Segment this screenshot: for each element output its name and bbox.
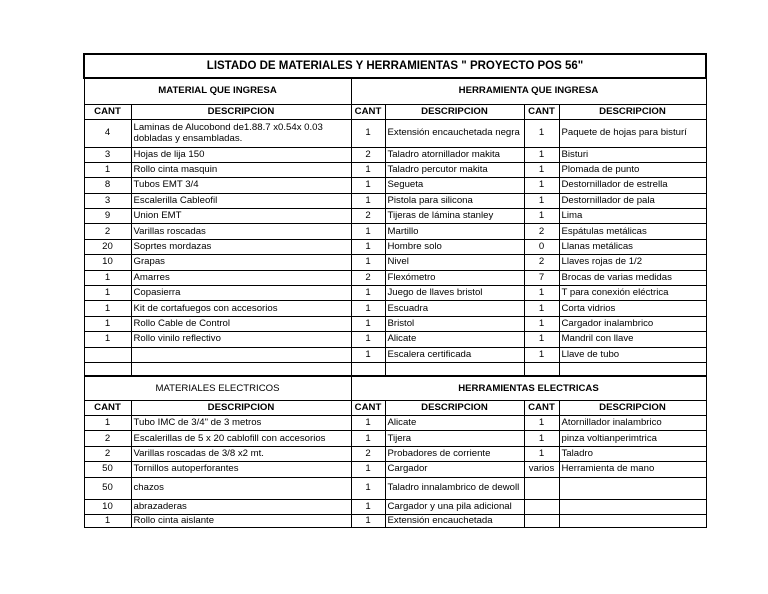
quantity-cell	[84, 362, 131, 376]
cant-header: CANT	[84, 400, 131, 415]
description-cell	[559, 477, 706, 499]
description-cell	[559, 362, 706, 376]
description-cell	[559, 514, 706, 527]
quantity-cell: 1	[524, 147, 559, 162]
quantity-cell	[524, 499, 559, 514]
description-cell: Taladro innalambrico de dewoll	[385, 477, 524, 499]
quantity-cell: 1	[84, 514, 131, 527]
quantity-cell: 1	[351, 178, 385, 193]
description-cell: Varillas roscadas	[131, 224, 351, 239]
descripcion-header: DESCRIPCION	[131, 400, 351, 415]
cant-header: CANT	[524, 400, 559, 415]
description-cell: Tijeras de lámina stanley	[385, 209, 524, 224]
descripcion-header: DESCRIPCION	[559, 400, 706, 415]
quantity-cell: 10	[84, 255, 131, 270]
section-material: MATERIAL QUE INGRESA	[84, 78, 351, 104]
column-header-row	[84, 400, 706, 415]
quantity-cell: 1	[351, 119, 385, 147]
description-cell: pinza voltianperimtrica	[559, 431, 706, 446]
quantity-cell: 1	[84, 270, 131, 285]
quantity-cell: 10	[84, 499, 131, 514]
description-cell: chazos	[131, 477, 351, 499]
description-cell: Tubo IMC de 3/4" de 3 metros	[131, 415, 351, 430]
quantity-cell: 1	[524, 301, 559, 316]
table-row	[84, 193, 706, 208]
description-cell: Llave de tubo	[559, 347, 706, 362]
descripcion-header: DESCRIPCION	[385, 400, 524, 415]
description-cell: Herramienta de mano	[559, 462, 706, 477]
page-title: LISTADO DE MATERIALES Y HERRAMIENTAS " PROYECTO POS 56"	[84, 54, 706, 78]
descripcion-header: DESCRIPCION	[559, 104, 706, 119]
quantity-cell: 1	[351, 332, 385, 347]
quantity-cell: 1	[84, 415, 131, 430]
table-row	[84, 514, 706, 527]
quantity-cell: 1	[524, 119, 559, 147]
quantity-cell: 1	[84, 301, 131, 316]
description-cell: Kit de cortafuegos con accesorios	[131, 301, 351, 316]
table-row	[84, 178, 706, 193]
quantity-cell: 3	[84, 193, 131, 208]
table-row	[84, 431, 706, 446]
description-cell: Segueta	[385, 178, 524, 193]
quantity-cell: varios	[524, 462, 559, 477]
description-cell: Extensión encauchetada	[385, 514, 524, 527]
quantity-cell: 1	[351, 499, 385, 514]
description-cell: T para conexión eléctrica	[559, 286, 706, 301]
description-cell: Escuadra	[385, 301, 524, 316]
description-cell: Destornillador de pala	[559, 193, 706, 208]
description-cell: Soprtes mordazas	[131, 239, 351, 254]
description-cell: Cargador	[385, 462, 524, 477]
cant-header: CANT	[524, 104, 559, 119]
description-cell: Paquete de hojas para bisturí	[559, 119, 706, 147]
quantity-cell: 1	[524, 178, 559, 193]
column-header-row	[84, 104, 706, 119]
quantity-cell: 1	[524, 209, 559, 224]
description-cell: Mandril con llave	[559, 332, 706, 347]
table-row	[84, 477, 706, 499]
quantity-cell: 1	[524, 316, 559, 331]
description-cell: Alicate	[385, 415, 524, 430]
description-cell: Varillas roscadas de 3/8 x2 mt.	[131, 446, 351, 461]
quantity-cell: 50	[84, 462, 131, 477]
description-cell: Copasierra	[131, 286, 351, 301]
table-row	[84, 239, 706, 254]
quantity-cell: 2	[351, 270, 385, 285]
quantity-cell	[351, 362, 385, 376]
quantity-cell: 1	[524, 446, 559, 461]
descripcion-header: DESCRIPCION	[385, 104, 524, 119]
description-cell: Rollo cinta masquin	[131, 162, 351, 177]
quantity-cell: 2	[84, 431, 131, 446]
description-cell: Espátulas metálicas	[559, 224, 706, 239]
description-cell: Rollo cinta aislante	[131, 514, 351, 527]
quantity-cell: 2	[351, 446, 385, 461]
description-cell: Escalera certificada	[385, 347, 524, 362]
description-cell: Taladro atornillador makita	[385, 147, 524, 162]
table-row	[84, 224, 706, 239]
description-cell: Tornillos autoperforantes	[131, 462, 351, 477]
quantity-cell: 3	[84, 147, 131, 162]
description-cell: Martillo	[385, 224, 524, 239]
description-cell: Flexómetro	[385, 270, 524, 285]
description-cell: Juego de llaves bristol	[385, 286, 524, 301]
table-row	[84, 301, 706, 316]
quantity-cell: 20	[84, 239, 131, 254]
description-cell: Plomada de punto	[559, 162, 706, 177]
quantity-cell: 50	[84, 477, 131, 499]
description-cell: Tubos EMT 3/4	[131, 178, 351, 193]
description-cell: Bisturi	[559, 147, 706, 162]
description-cell	[131, 347, 351, 362]
description-cell: abrazaderas	[131, 499, 351, 514]
quantity-cell: 1	[351, 514, 385, 527]
description-cell: Cargador inalambrico	[559, 316, 706, 331]
quantity-cell: 2	[351, 147, 385, 162]
quantity-cell	[524, 362, 559, 376]
quantity-cell: 1	[351, 162, 385, 177]
description-cell: Corta vidrios	[559, 301, 706, 316]
quantity-cell: 1	[84, 286, 131, 301]
quantity-cell: 2	[351, 209, 385, 224]
description-cell: Union EMT	[131, 209, 351, 224]
materials-sheet	[83, 53, 707, 528]
description-cell: Llaves rojas de 1/2	[559, 255, 706, 270]
descripcion-header: DESCRIPCION	[131, 104, 351, 119]
description-cell: Nivel	[385, 255, 524, 270]
description-cell: Atornillador inalambrico	[559, 415, 706, 430]
quantity-cell: 1	[351, 431, 385, 446]
description-cell: Destornillador de estrella	[559, 178, 706, 193]
description-cell	[131, 362, 351, 376]
quantity-cell	[524, 477, 559, 499]
description-cell: Brocas de varias medidas	[559, 270, 706, 285]
quantity-cell: 1	[351, 301, 385, 316]
quantity-cell: 1	[351, 224, 385, 239]
table-row	[84, 147, 706, 162]
quantity-cell: 1	[524, 193, 559, 208]
table-row	[84, 415, 706, 430]
quantity-cell: 1	[351, 462, 385, 477]
quantity-cell	[524, 514, 559, 527]
description-cell: Amarres	[131, 270, 351, 285]
table-row	[84, 362, 706, 376]
description-cell: Rollo vinilo reflectivo	[131, 332, 351, 347]
section-materiales-electricos: MATERIALES ELECTRICOS	[84, 376, 351, 400]
description-cell: Lima	[559, 209, 706, 224]
quantity-cell: 1	[351, 255, 385, 270]
cant-header: CANT	[351, 400, 385, 415]
description-cell: Escalerillas de 5 x 20 cablofill con accesorios	[131, 431, 351, 446]
quantity-cell	[84, 347, 131, 362]
description-cell: Hombre solo	[385, 239, 524, 254]
quantity-cell: 8	[84, 178, 131, 193]
cant-header: CANT	[351, 104, 385, 119]
description-cell: Cargador y una pila adicional	[385, 499, 524, 514]
description-cell: Hojas de lija 150	[131, 147, 351, 162]
description-cell: Rollo Cable de Control	[131, 316, 351, 331]
section-herramientas-electricas: HERRAMIENTAS ELECTRICAS	[351, 376, 706, 400]
quantity-cell: 1	[524, 415, 559, 430]
quantity-cell: 1	[351, 239, 385, 254]
description-cell: Alicate	[385, 332, 524, 347]
quantity-cell: 1	[351, 316, 385, 331]
quantity-cell: 1	[84, 162, 131, 177]
quantity-cell: 1	[524, 286, 559, 301]
quantity-cell: 1	[351, 347, 385, 362]
quantity-cell: 2	[84, 446, 131, 461]
table-row	[84, 162, 706, 177]
description-cell: Taladro	[559, 446, 706, 461]
title-row	[84, 54, 706, 78]
section-herramienta: HERRAMIENTA QUE INGRESA	[351, 78, 706, 104]
quantity-cell: 1	[84, 332, 131, 347]
quantity-cell: 1	[351, 286, 385, 301]
description-cell: Llanas metálicas	[559, 239, 706, 254]
quantity-cell: 1	[524, 162, 559, 177]
table-row	[84, 462, 706, 477]
description-cell	[559, 499, 706, 514]
quantity-cell: 9	[84, 209, 131, 224]
description-cell: Grapas	[131, 255, 351, 270]
quantity-cell: 1	[351, 477, 385, 499]
description-cell: Taladro percutor makita	[385, 162, 524, 177]
quantity-cell: 1	[524, 431, 559, 446]
quantity-cell: 1	[524, 332, 559, 347]
quantity-cell: 2	[524, 255, 559, 270]
quantity-cell: 1	[84, 316, 131, 331]
quantity-cell: 0	[524, 239, 559, 254]
description-cell: Escalerilla Cableofil	[131, 193, 351, 208]
description-cell: Tijera	[385, 431, 524, 446]
table-row	[84, 270, 706, 285]
table-row	[84, 347, 706, 362]
table-row	[84, 499, 706, 514]
description-cell: Extensión encauchetada negra	[385, 119, 524, 147]
table-row	[84, 119, 706, 147]
description-cell: Laminas de Alucobond de1.88.7 x0.54x 0.03 dobladas y ensambladas.	[131, 119, 351, 147]
section-header-row	[84, 376, 706, 400]
table-row	[84, 446, 706, 461]
quantity-cell: 2	[524, 224, 559, 239]
quantity-cell: 1	[351, 193, 385, 208]
table-row	[84, 286, 706, 301]
section-header-row	[84, 78, 706, 104]
table-row	[84, 332, 706, 347]
description-cell	[385, 362, 524, 376]
quantity-cell: 1	[351, 415, 385, 430]
description-cell: Probadores de corriente	[385, 446, 524, 461]
description-cell: Pistola para silicona	[385, 193, 524, 208]
quantity-cell: 7	[524, 270, 559, 285]
cant-header: CANT	[84, 104, 131, 119]
table-row	[84, 209, 706, 224]
quantity-cell: 4	[84, 119, 131, 147]
description-cell: Bristol	[385, 316, 524, 331]
table-row	[84, 255, 706, 270]
quantity-cell: 1	[524, 347, 559, 362]
table-row	[84, 316, 706, 331]
quantity-cell: 2	[84, 224, 131, 239]
